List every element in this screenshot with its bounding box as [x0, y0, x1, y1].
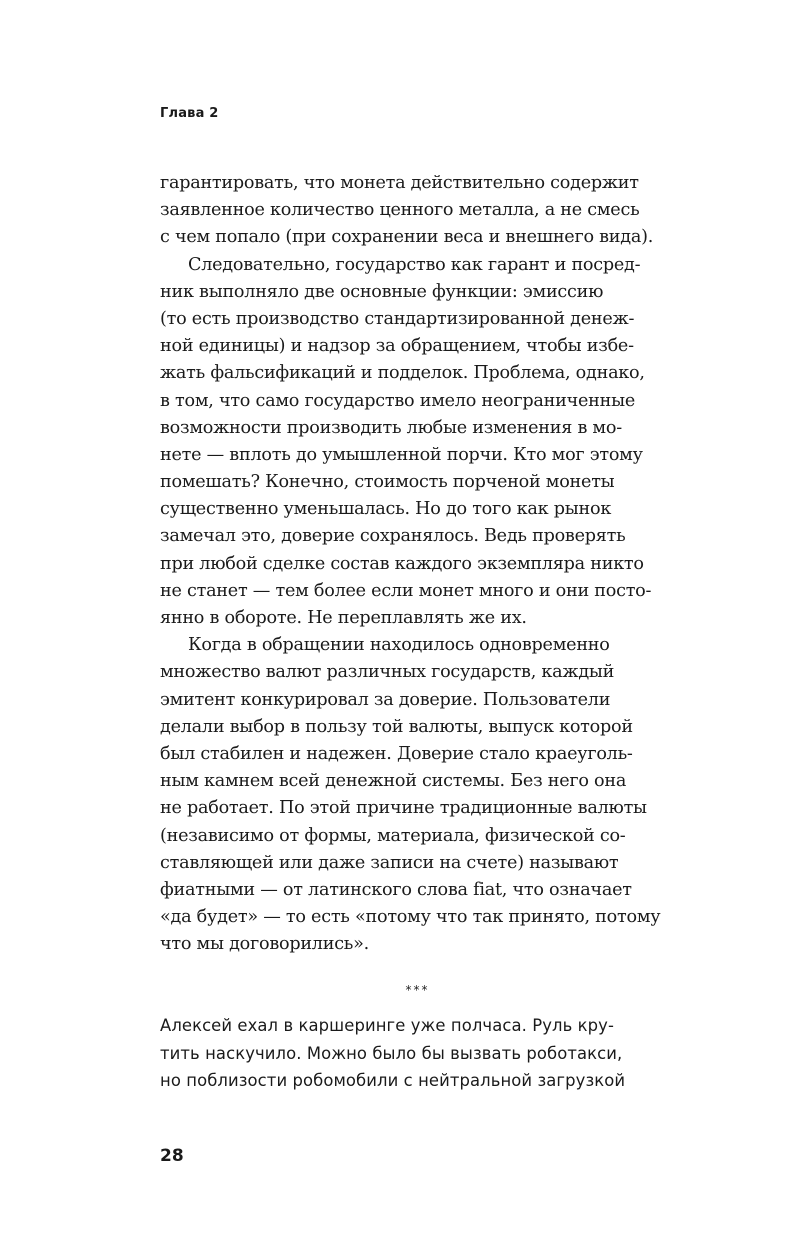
body-line: ной единицы) и надзор за обращением, чтобы избе-	[160, 336, 634, 357]
body-line: нете — вплоть до умышленной порчи. Кто мог этому	[160, 444, 643, 465]
body-line: Когда в обращении находилось одновременно	[188, 635, 610, 656]
body-line: «да будет» — то есть «потому что так принято, потому	[160, 907, 661, 928]
body-line: не работает. По этой причине традиционные валюты	[160, 798, 647, 819]
body-line: множество валют различных государств, каждый	[160, 662, 615, 683]
fiction-line: тить наскучило. Можно было бы вызвать роботакси,	[160, 1043, 623, 1063]
body-line: янно в обороте. Не переплавлять же их.	[160, 608, 527, 628]
body-text	[160, 170, 675, 958]
body-line: при любой сделке состав каждого экземпляра никто	[160, 553, 644, 574]
running-head: Глава 2	[160, 106, 219, 121]
section-separator: ***	[405, 983, 430, 997]
body-line: фиатными — от латинского слова fiat, что означает	[160, 879, 632, 900]
body-line: (то есть производство стандартизированной денеж-	[160, 308, 635, 329]
body-line: заявленное количество ценного металла, а не смесь	[160, 200, 640, 221]
body-line: (независимо от формы, материала, физической со-	[160, 825, 626, 846]
body-line: эмитент конкурировал за доверие. Пользователи	[160, 689, 611, 710]
body-line: возможности производить любые изменения в мо-	[160, 417, 622, 438]
body-line: что мы договорились».	[160, 934, 369, 955]
body-line: помешать? Конечно, стоимость порченой монеты	[160, 472, 615, 493]
fiction-text	[160, 1012, 675, 1095]
body-line: с чем попало (при сохранении веса и внешнего вида).	[160, 227, 654, 248]
page-number: 28	[160, 1146, 184, 1166]
body-line: ник выполняло две основные функции: эмиссию	[160, 281, 604, 302]
body-line: был стабилен и надежен. Доверие стало краеуголь-	[160, 743, 633, 764]
body-line: делали выбор в пользу той валюты, выпуск которой	[160, 716, 633, 737]
fiction-line: но поблизости робомобили с нейтральной загрузкой	[160, 1071, 626, 1090]
body-line: существенно уменьшалась. Но до того как рынок	[160, 499, 612, 520]
body-line: в том, что само государство имело неограниченные	[160, 390, 635, 411]
body-line: ным камнем всей денежной системы. Без него она	[160, 771, 627, 792]
body-line: жать фальсификаций и подделок. Проблема, однако,	[160, 363, 645, 384]
body-line: гарантировать, что монета действительно содержит	[160, 173, 639, 193]
body-line: Следовательно, государство как гарант и посред-	[188, 254, 641, 275]
body-line: ставляющей или даже записи на счете) называют	[160, 852, 619, 873]
body-line: не станет — тем более если монет много и они посто-	[160, 580, 652, 601]
body-line: замечал это, доверие сохранялось. Ведь проверять	[160, 526, 626, 547]
fiction-line: Алексей ехал в каршеринге уже полчаса. Руль кру-	[160, 1016, 614, 1035]
